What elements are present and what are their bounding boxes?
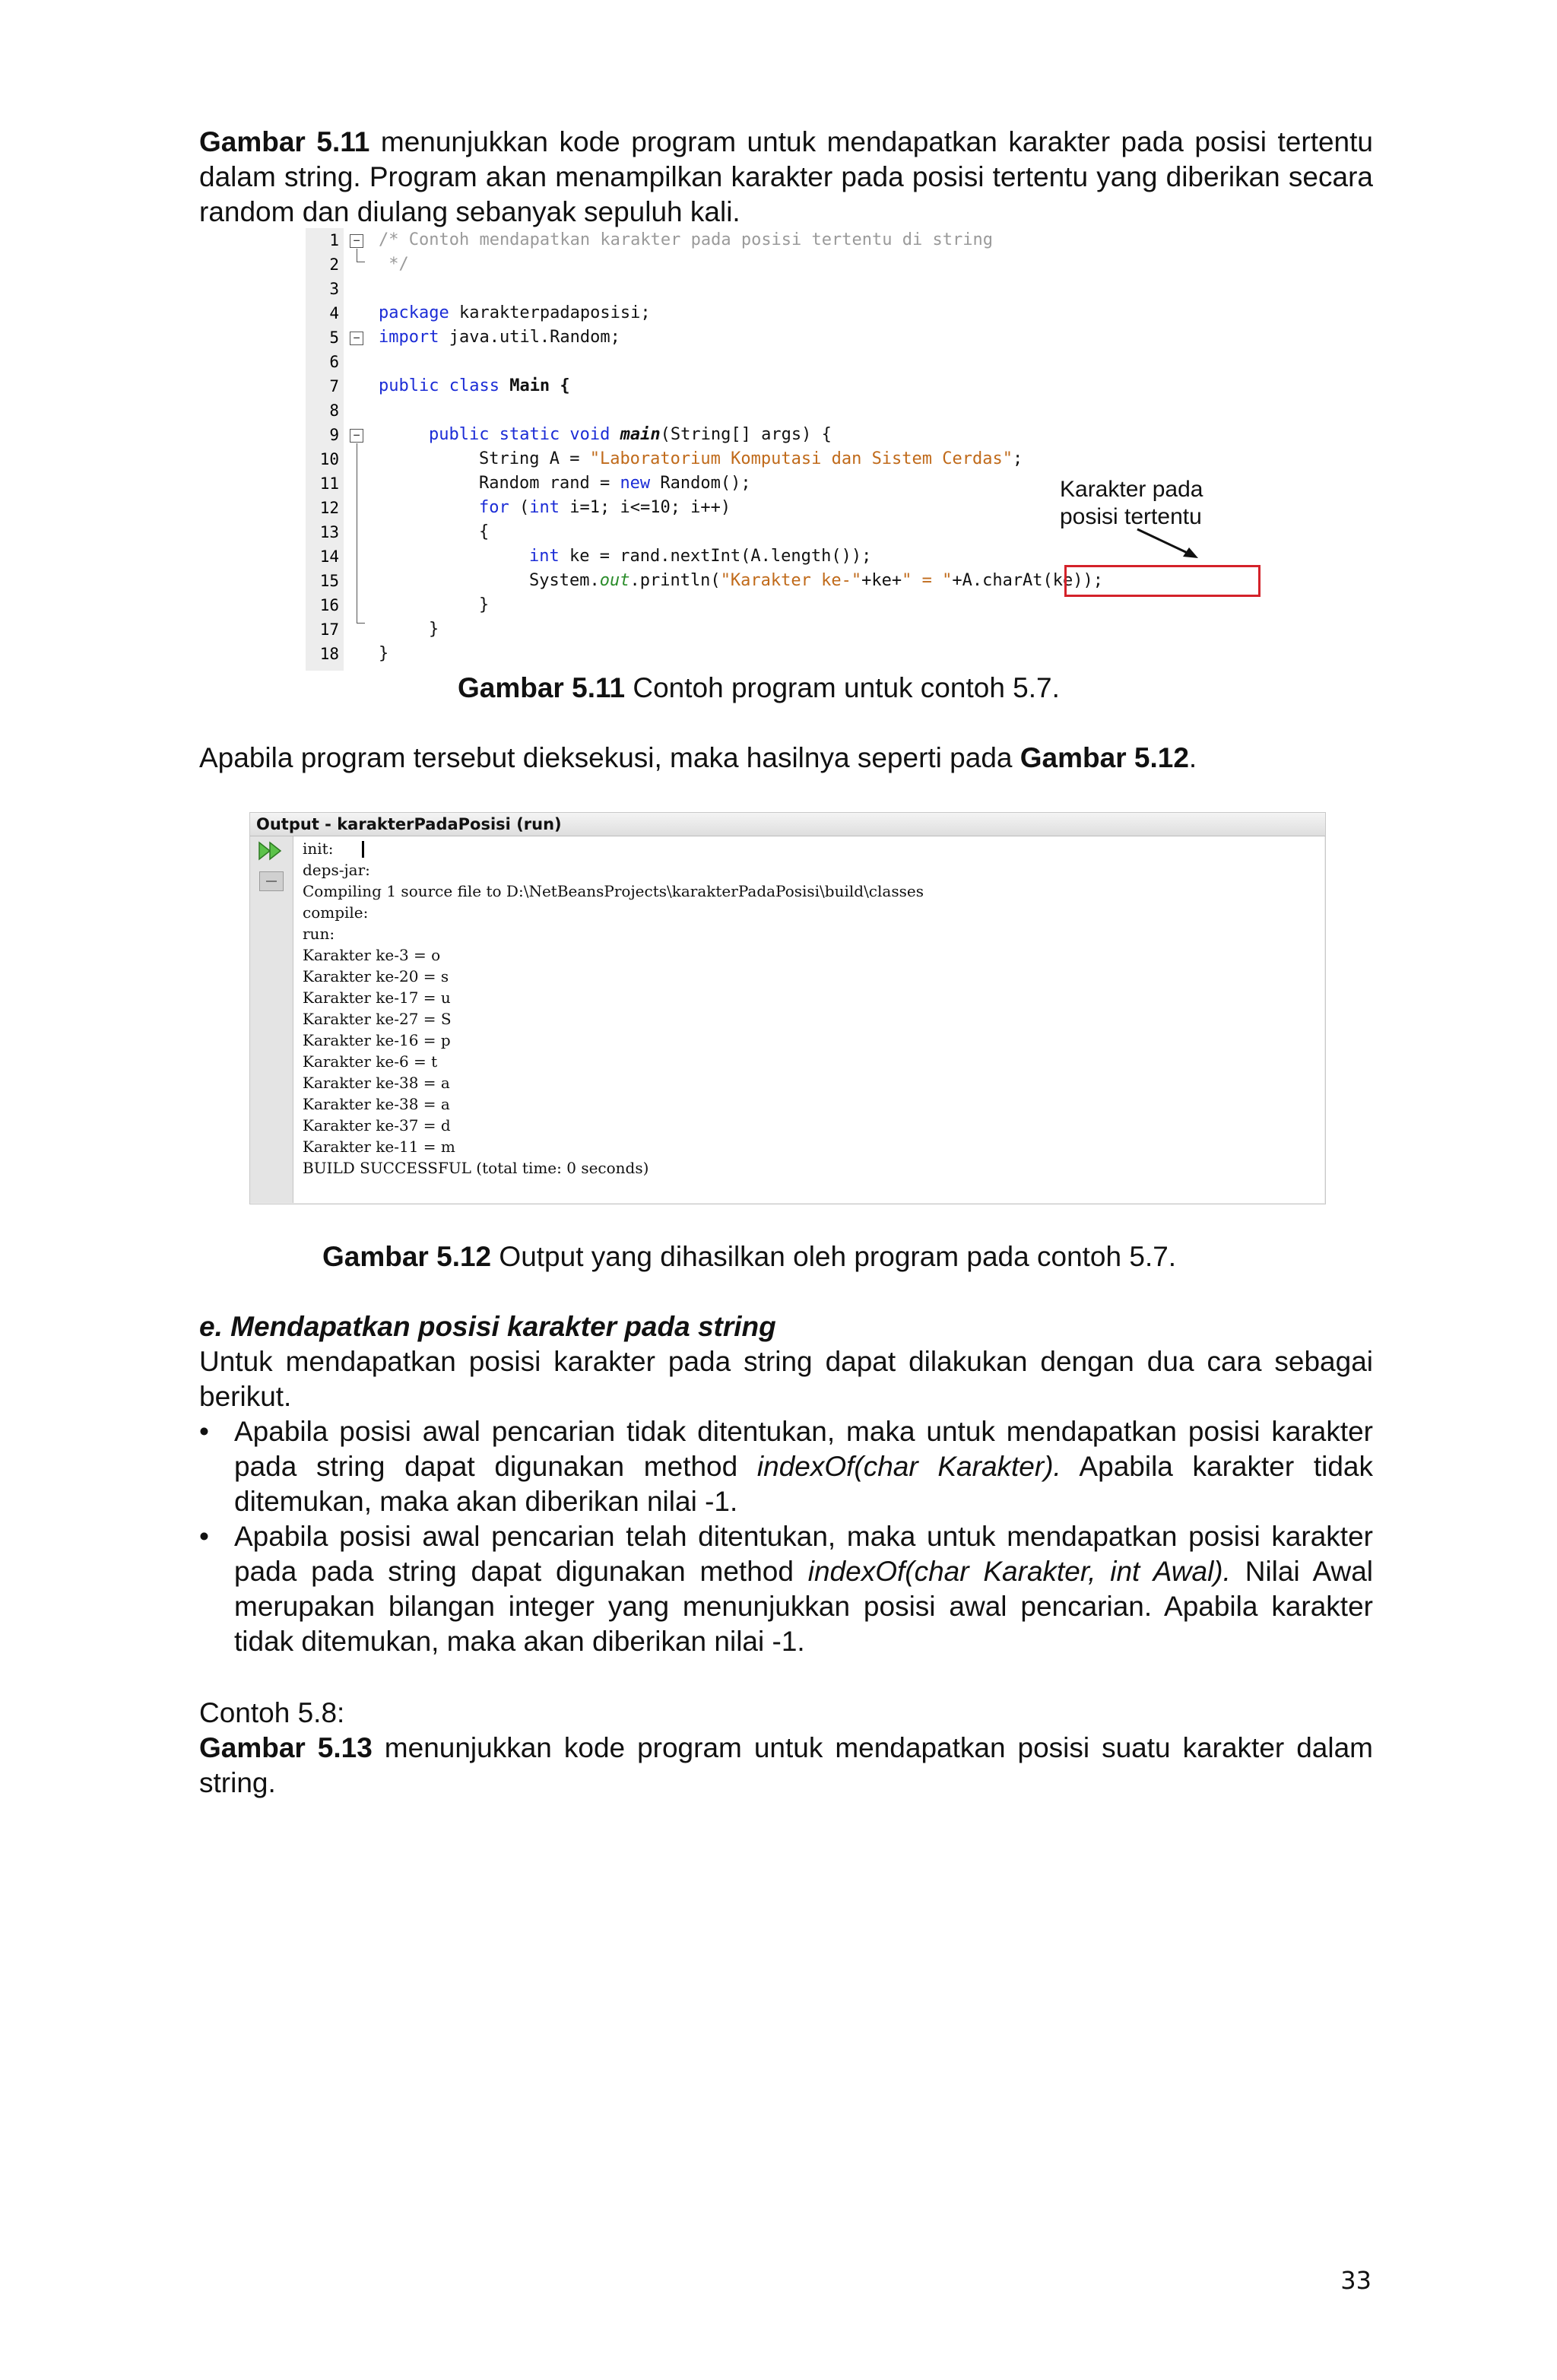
code-screenshot (306, 228, 1265, 671)
paragraph-text: menunjukkan kode program untuk mendapatkan karakter pada posisi tertentu dalam string. Program akan menampilkan karakter pada posisi tertentu yang diberikan secara random dan diulang sebanyak sepuluh kali. (199, 126, 1373, 227)
stop-icon[interactable] (259, 871, 284, 891)
code-line-println: System.out.println("Karakter ke-"+ke+" = "+A.charAt(ke)); (529, 571, 1104, 590)
code-line-nextint: int ke = rand.nextInt(A.length()); (529, 547, 872, 566)
line-number: 12 (319, 499, 339, 517)
highlight-box (1064, 565, 1261, 597)
rerun-icon[interactable] (258, 841, 285, 861)
code-line-for: for (int i=1; i<=10; i++) (479, 498, 731, 517)
line-number: 6 (329, 353, 339, 371)
line-number: 5 (329, 328, 339, 347)
example-label: Contoh 5.8: (199, 1697, 345, 1728)
output-line: Karakter ke-20 = s (303, 967, 449, 985)
code-comment: */ (379, 255, 409, 274)
output-line: BUILD SUCCESSFUL (total time: 0 seconds) (303, 1159, 649, 1177)
intro-paragraph (199, 125, 1373, 230)
output-window (249, 812, 1326, 1204)
section-intro: Untuk mendapatkan posisi karakter pada string dapat dilakukan dengan dua cara sebagai berikut. (199, 1346, 1373, 1412)
output-line: Karakter ke-38 = a (303, 1095, 450, 1113)
line-number: 2 (329, 255, 339, 274)
output-line: Karakter ke-16 = p (303, 1031, 451, 1049)
line-number: 7 (329, 377, 339, 395)
code-line-brace: } (479, 595, 490, 614)
code-line-brace: } (379, 644, 389, 663)
line-number: 11 (319, 474, 339, 493)
line-number: 17 (319, 620, 339, 639)
line-number: 13 (319, 523, 339, 541)
output-line: Karakter ke-6 = t (303, 1052, 438, 1071)
output-line: run: (303, 925, 335, 943)
output-line: Karakter ke-11 = m (303, 1138, 455, 1156)
code-line-class: public class Main { (379, 376, 570, 395)
code-line-brace: } (429, 620, 439, 639)
fold-collapse-icon[interactable]: − (350, 234, 363, 248)
line-number: 4 (329, 304, 339, 322)
output-line: Karakter ke-3 = o (303, 946, 441, 964)
line-number: 18 (319, 645, 339, 663)
output-line: deps-jar: (303, 861, 370, 879)
fold-end-marker (357, 612, 365, 624)
figure-ref: Gambar 5.11 (199, 126, 370, 157)
text-cursor (362, 841, 364, 858)
output-console[interactable] (293, 836, 1324, 1203)
output-line: Karakter ke-27 = S (303, 1010, 452, 1028)
line-number: 8 (329, 401, 339, 420)
annotation-arrow-icon (1134, 526, 1203, 564)
bullet-list (199, 1414, 1373, 1659)
section-heading: e. Mendapatkan posisi karakter pada string (199, 1311, 776, 1342)
page-number: 33 (1340, 2266, 1371, 2295)
output-toolbar (250, 836, 293, 1203)
line-number: 3 (329, 280, 339, 298)
annotation-label: Karakter pada posisi tertentu (1060, 477, 1203, 529)
line-number: 1 (329, 231, 339, 249)
code-line-package: package karakterpadaposisi; (379, 303, 651, 322)
figure-caption: Gambar 5.11 Contoh program untuk contoh 5.7. (458, 672, 1060, 703)
list-item: • Apabila posisi awal pencarian telah ditentukan, maka untuk mendapatkan posisi karakter pada pada string dapat digunakan method indexOf(char Karakter, int Awal). Nilai Awal merupakan bilangan integer yang menunjukkan posisi awal pencarian. Apabila karakter tidak ditemukan, maka akan diberikan nilai -1. (199, 1521, 1373, 1657)
output-line: init: (303, 839, 334, 858)
output-line: Karakter ke-17 = u (303, 988, 451, 1007)
output-title-bar: Output - karakterPadaPosisi (run) (250, 813, 1325, 836)
output-line: Karakter ke-37 = d (303, 1116, 451, 1134)
code-line-import: import java.util.Random; (379, 328, 620, 347)
line-number: 15 (319, 572, 339, 590)
line-number: 10 (319, 450, 339, 468)
code-line-main: public static void main(String[] args) { (429, 425, 832, 444)
code-line-brace: { (479, 522, 490, 541)
figure-caption: Gambar 5.12 Output yang dihasilkan oleh program pada contoh 5.7. (322, 1241, 1177, 1272)
bullet-icon: • (199, 1416, 209, 1447)
output-line: compile: (303, 903, 369, 922)
code-line-random: Random rand = new Random(); (479, 474, 751, 493)
fold-collapse-icon[interactable]: − (350, 332, 363, 345)
example-paragraph: Gambar 5.13 menunjukkan kode program untuk mendapatkan posisi suatu karakter dalam string. (199, 1732, 1373, 1798)
fold-end-marker (357, 249, 365, 262)
list-item: • Apabila posisi awal pencarian tidak ditentukan, maka untuk mendapatkan posisi karakter pada string dapat digunakan method indexOf(char Karakter). Apabila karakter tidak ditemukan, maka akan diberikan nilai -1. (199, 1416, 1374, 1517)
line-number: 14 (319, 547, 339, 566)
fold-column (344, 228, 371, 671)
output-line: Compiling 1 source file to D:\NetBeansProjects\karakterPadaPosisi\build\classes (303, 882, 924, 900)
line-number: 16 (319, 596, 339, 614)
line-number: 9 (329, 426, 339, 444)
paragraph: Apabila program tersebut dieksekusi, maka hasilnya seperti pada Gambar 5.12. (199, 742, 1197, 773)
code-line-string: String A = "Laboratorium Komputasi dan Sistem Cerdas"; (479, 449, 1023, 468)
fold-collapse-icon[interactable]: − (350, 429, 363, 443)
output-line: Karakter ke-38 = a (303, 1074, 450, 1092)
code-comment: /* Contoh mendapatkan karakter pada posisi tertentu di string (379, 230, 993, 249)
bullet-icon: • (199, 1521, 209, 1552)
